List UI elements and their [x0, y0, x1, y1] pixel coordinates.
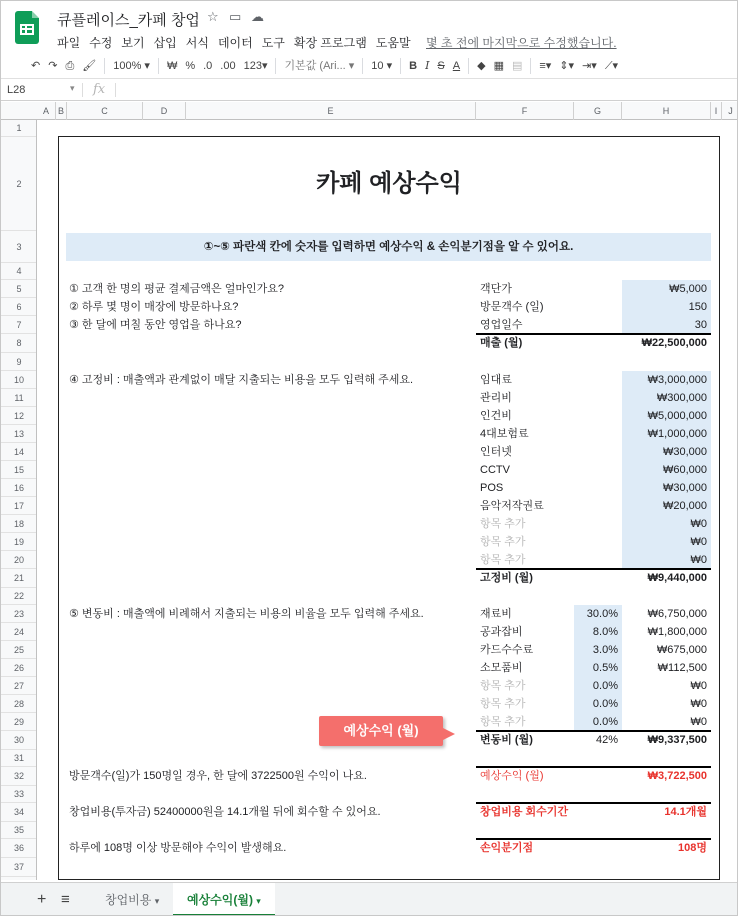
merge-cells-icon[interactable]: ▤ [511, 59, 523, 72]
column-header-b[interactable]: B [56, 102, 67, 120]
formula-input[interactable] [119, 82, 719, 98]
tab-startup-cost[interactable] [91, 883, 173, 916]
row-header[interactable]: 9 [1, 353, 37, 371]
sheets-logo-icon[interactable] [15, 11, 39, 44]
row-header[interactable]: 37 [1, 858, 37, 877]
column-headers [1, 102, 738, 120]
fx-icon: fx [93, 82, 106, 97]
fixed-cost-input[interactable]: ₩300,000 [622, 389, 711, 407]
add-sheet-icon[interactable]: + [37, 891, 47, 908]
question-5: ⑤ 변동비 : 매출액에 비례해서 지출되는 비용의 비율을 모두 입력해 주세요. [69, 608, 424, 620]
borders-icon[interactable]: ▦ [493, 59, 504, 72]
row-header[interactable]: 21 [1, 569, 37, 588]
more-formats-label: 123 [243, 59, 262, 72]
text-rotation-icon[interactable]: ⟋▾ [604, 59, 619, 72]
variable-cost-value: ₩0 [690, 698, 707, 710]
fixed-cost-label: 인건비 [480, 410, 512, 422]
strikethrough-icon[interactable]: S [437, 59, 445, 72]
tab-expected-profit-label: 예상수익(월) [187, 893, 253, 907]
bep-label: 손익분기점 [480, 842, 534, 854]
tab-startup-cost-label: 창업비용 [105, 893, 152, 907]
payback-label: 창업비용 회수기간 [480, 806, 569, 818]
formula-bar [1, 80, 738, 101]
toolbar [1, 53, 738, 79]
bep-sentence: 하루에 108명 이상 방문해야 수익이 발생해요. [69, 842, 287, 854]
tab-menu-icon[interactable]: ▾ [256, 896, 261, 906]
row-header[interactable]: 6 [1, 298, 37, 316]
variable-rate-input[interactable]: 30.0% [574, 605, 622, 623]
row-header[interactable]: 33 [1, 786, 37, 803]
row-header[interactable]: 13 [1, 425, 37, 443]
formula-divider [115, 83, 116, 97]
profit-label: 예상수익 (월) [480, 770, 544, 782]
variable-cost-label: 재료비 [480, 608, 512, 620]
row-header[interactable]: 22 [1, 588, 37, 605]
payback-value: 14.1개월 [664, 806, 707, 818]
variable-cost-label: 항목 추가 [480, 680, 526, 692]
menu-data[interactable]: 데이터 [217, 36, 253, 50]
column-header-f[interactable]: F [476, 102, 574, 120]
fixed-cost-label: 인터넷 [480, 446, 512, 458]
row-header[interactable]: 34 [1, 803, 37, 822]
tab-expected-profit[interactable] [173, 883, 275, 916]
toolbar-divider [400, 58, 401, 74]
variable-total-value: ₩9,337,500 [647, 734, 707, 746]
fixed-cost-label: 항목 추가 [480, 518, 526, 530]
fixed-cost-input[interactable]: ₩0 [622, 533, 711, 551]
fixed-cost-label: CCTV [480, 464, 510, 476]
menu-bar [57, 34, 411, 51]
variable-total-label: 변동비 (월) [480, 734, 533, 746]
row-header[interactable]: 35 [1, 822, 37, 839]
fixed-cost-label: 관리비 [480, 392, 512, 404]
sales-label: 영업일수 [480, 319, 523, 331]
sales-total-value: ₩22,500,000 [641, 337, 707, 349]
column-header-h[interactable]: H [622, 102, 711, 120]
payback-sentence: 창업비용(투자금) 52400000원을 14.1개월 뒤에 회수할 수 있어요. [69, 806, 381, 818]
sheet-content [38, 120, 738, 880]
row-header[interactable]: 25 [1, 641, 37, 659]
row-header[interactable]: 5 [1, 280, 37, 298]
increase-decimal-button[interactable]: .00 [220, 59, 236, 72]
fixed-cost-input[interactable]: ₩30,000 [622, 479, 711, 497]
sheet-grid[interactable] [38, 120, 738, 880]
fixed-total-value: ₩9,440,000 [647, 572, 707, 584]
zoom-value: 100% [113, 59, 142, 72]
menu-file[interactable]: 파일 [57, 36, 81, 50]
sales-input[interactable]: 150 [622, 298, 711, 316]
sheet-title: 카페 예상수익 [316, 170, 462, 197]
fixed-total-label: 고정비 (월) [480, 572, 533, 584]
row-header[interactable]: 17 [1, 497, 37, 515]
row-header[interactable]: 26 [1, 659, 37, 677]
percent-format-button[interactable]: % [185, 59, 196, 72]
row-header[interactable]: 3 [1, 231, 37, 263]
column-header-e[interactable]: E [186, 102, 476, 120]
column-header-d[interactable]: D [143, 102, 186, 120]
variable-cost-value: ₩1,800,000 [647, 626, 707, 638]
fixed-cost-label: 4대보험료 [480, 428, 529, 440]
horizontal-align-icon[interactable]: ≡▾ [539, 59, 552, 72]
row-header[interactable]: 20 [1, 551, 37, 569]
row-header[interactable]: 15 [1, 461, 37, 479]
menu-tools[interactable]: 도구 [261, 36, 285, 50]
variable-rate-input[interactable]: 0.5% [574, 659, 622, 677]
undo-icon[interactable]: ↶ [31, 59, 41, 72]
row-header[interactable]: 18 [1, 515, 37, 533]
row-header[interactable]: 31 [1, 750, 37, 767]
all-sheets-icon[interactable]: ≡ [61, 891, 70, 908]
fixed-cost-input[interactable]: ₩20,000 [622, 497, 711, 515]
variable-cost-label: 항목 추가 [480, 698, 526, 710]
menu-format[interactable]: 서식 [185, 36, 209, 50]
fixed-cost-input[interactable]: ₩30,000 [622, 443, 711, 461]
tab-menu-icon[interactable]: ▾ [154, 896, 160, 906]
row-header[interactable]: 7 [1, 316, 37, 334]
row-header[interactable]: 14 [1, 443, 37, 461]
toolbar-divider [362, 58, 363, 74]
row-header[interactable]: 8 [1, 334, 37, 353]
move-folder-icon[interactable]: ▭ [229, 9, 242, 24]
fixed-cost-input[interactable]: ₩5,000,000 [622, 407, 711, 425]
decrease-decimal-button[interactable]: .0 [203, 59, 213, 72]
menu-extensions[interactable]: 확장 프로그램 [293, 36, 367, 50]
column-header-i[interactable]: I [711, 102, 722, 120]
star-icon[interactable]: ☆ [207, 9, 219, 24]
bold-icon[interactable]: B [409, 59, 418, 72]
variable-cost-label: 카드수수료 [480, 644, 534, 656]
currency-format-button[interactable]: ₩ [166, 59, 178, 72]
font-family-select[interactable]: 기본값 (Ari... ▾ [284, 59, 355, 72]
variable-rate-input[interactable]: 0.0% [574, 677, 622, 695]
variable-cost-value: ₩0 [690, 716, 707, 728]
column-header-g[interactable]: G [574, 102, 622, 120]
redo-icon[interactable]: ↷ [48, 59, 58, 72]
document-title[interactable]: 큐플레이스_카페 창업 [57, 12, 200, 29]
font-size-value: 10 [371, 59, 384, 72]
row-header[interactable]: 27 [1, 677, 37, 695]
sales-label: 객단가 [480, 283, 512, 295]
toolbar-divider [104, 58, 105, 74]
name-box-dropdown-icon[interactable]: ▾ [70, 83, 75, 93]
variable-cost-label: 공과잡비 [480, 626, 523, 638]
fixed-cost-input[interactable]: ₩0 [622, 551, 711, 569]
sales-total-label: 매출 (월) [480, 337, 523, 349]
row-header[interactable]: 4 [1, 263, 37, 280]
toolbar-divider [468, 58, 469, 74]
variable-cost-value: ₩112,500 [657, 662, 707, 674]
question-2: ② 하루 몇 명이 매장에 방문하나요? [69, 301, 239, 313]
row-header[interactable]: 2 [1, 137, 37, 231]
variable-total-rate: 42% [595, 734, 618, 746]
fixed-cost-input[interactable]: ₩0 [622, 515, 711, 533]
fixed-cost-label: POS [480, 482, 504, 494]
row-header[interactable]: 24 [1, 623, 37, 641]
row-header[interactable]: 32 [1, 767, 37, 786]
menu-insert[interactable]: 삽입 [153, 36, 177, 50]
variable-cost-value: ₩6,750,000 [647, 608, 707, 620]
font-size-select[interactable]: 10 ▾ [371, 59, 393, 72]
font-family-value: 기본값 (Ari... [284, 59, 346, 72]
toolbar-divider [530, 58, 531, 74]
question-1: ① 고객 한 명의 평균 결제금액은 얼마인가요? [69, 283, 284, 295]
column-header-c[interactable]: C [67, 102, 143, 120]
row-header[interactable]: 30 [1, 731, 37, 750]
fill-color-icon[interactable]: ◆ [477, 59, 486, 72]
question-4: ④ 고정비 : 매출액과 관계없이 매달 지출되는 비용을 모두 입력해 주세요. [69, 374, 414, 386]
toolbar-divider [158, 58, 159, 74]
italic-icon[interactable]: I [425, 58, 430, 72]
row-header[interactable]: 11 [1, 389, 37, 407]
variable-rate-input[interactable]: 0.0% [574, 695, 622, 713]
profit-sentence: 방문객수(일)가 150명일 경우, 한 달에 3722500원 수익이 나요. [69, 770, 367, 782]
variable-rate-input[interactable]: 8.0% [574, 623, 622, 641]
paint-format-icon[interactable]: 🖌︎ [82, 59, 97, 72]
instruction-banner: ①~⑤ 파란색 칸에 숫자를 입력하면 예상수익 & 손익분기점을 알 수 있어요. [66, 233, 711, 261]
menu-help[interactable]: 도움말 [375, 36, 411, 50]
row-header[interactable]: 29 [1, 713, 37, 731]
fixed-cost-input[interactable]: ₩1,000,000 [622, 425, 711, 443]
row-header[interactable]: 28 [1, 695, 37, 713]
variable-cost-value: ₩675,000 [656, 644, 707, 656]
row-header[interactable]: 10 [1, 371, 37, 389]
row-header[interactable]: 16 [1, 479, 37, 497]
cloud-saved-icon[interactable]: ☁ [251, 9, 264, 24]
fixed-cost-input[interactable]: ₩3,000,000 [622, 371, 711, 389]
fixed-cost-label: 음악저작권료 [480, 500, 544, 512]
column-header-j[interactable]: J [728, 106, 733, 116]
bep-value: 108명 [678, 842, 707, 854]
variable-rate-input[interactable]: 0.0% [574, 713, 622, 731]
print-icon[interactable]: ⎙ [65, 59, 75, 72]
variable-cost-label: 항목 추가 [480, 716, 526, 728]
zoom-select[interactable]: 100% ▾ [113, 59, 150, 72]
last-edit-link[interactable]: 몇 초 전에 마지막으로 수정했습니다. [426, 36, 617, 50]
profit-callout: 예상수익 (월) [319, 716, 443, 746]
variable-cost-label: 소모품비 [480, 662, 523, 674]
formula-divider [82, 83, 83, 97]
fixed-cost-label: 항목 추가 [480, 536, 526, 548]
row-header[interactable]: 19 [1, 533, 37, 551]
name-box[interactable]: L28 [7, 84, 26, 96]
menu-view[interactable]: 보기 [121, 36, 145, 50]
row-header[interactable]: 36 [1, 839, 37, 858]
row-header[interactable]: 23 [1, 605, 37, 623]
menu-edit[interactable]: 수정 [89, 36, 113, 50]
vertical-align-icon[interactable]: ⇕▾ [559, 59, 575, 72]
row-headers [1, 120, 37, 880]
fixed-cost-label: 임대료 [480, 374, 512, 386]
profit-value: ₩3,722,500 [647, 770, 707, 782]
column-header-a[interactable]: A [37, 102, 56, 120]
text-wrap-icon[interactable]: ⇥▾ [582, 59, 597, 72]
sales-input[interactable]: ₩5,000 [622, 280, 711, 298]
fixed-cost-input[interactable]: ₩60,000 [622, 461, 711, 479]
row-header[interactable]: 1 [1, 120, 37, 137]
fixed-cost-label: 항목 추가 [480, 554, 526, 566]
variable-cost-value: ₩0 [690, 680, 707, 692]
row-header[interactable]: 12 [1, 407, 37, 425]
sales-label: 방문객수 (일) [480, 301, 544, 313]
sales-input[interactable]: 30 [622, 316, 711, 334]
more-formats-button[interactable]: 123▾ [243, 59, 268, 72]
variable-rate-input[interactable]: 3.0% [574, 641, 622, 659]
toolbar-divider [275, 58, 276, 74]
sheet-tab-bar [1, 882, 738, 916]
text-color-icon[interactable]: A [452, 59, 461, 72]
question-3: ③ 한 달에 며칠 동안 영업을 하나요? [69, 319, 242, 331]
